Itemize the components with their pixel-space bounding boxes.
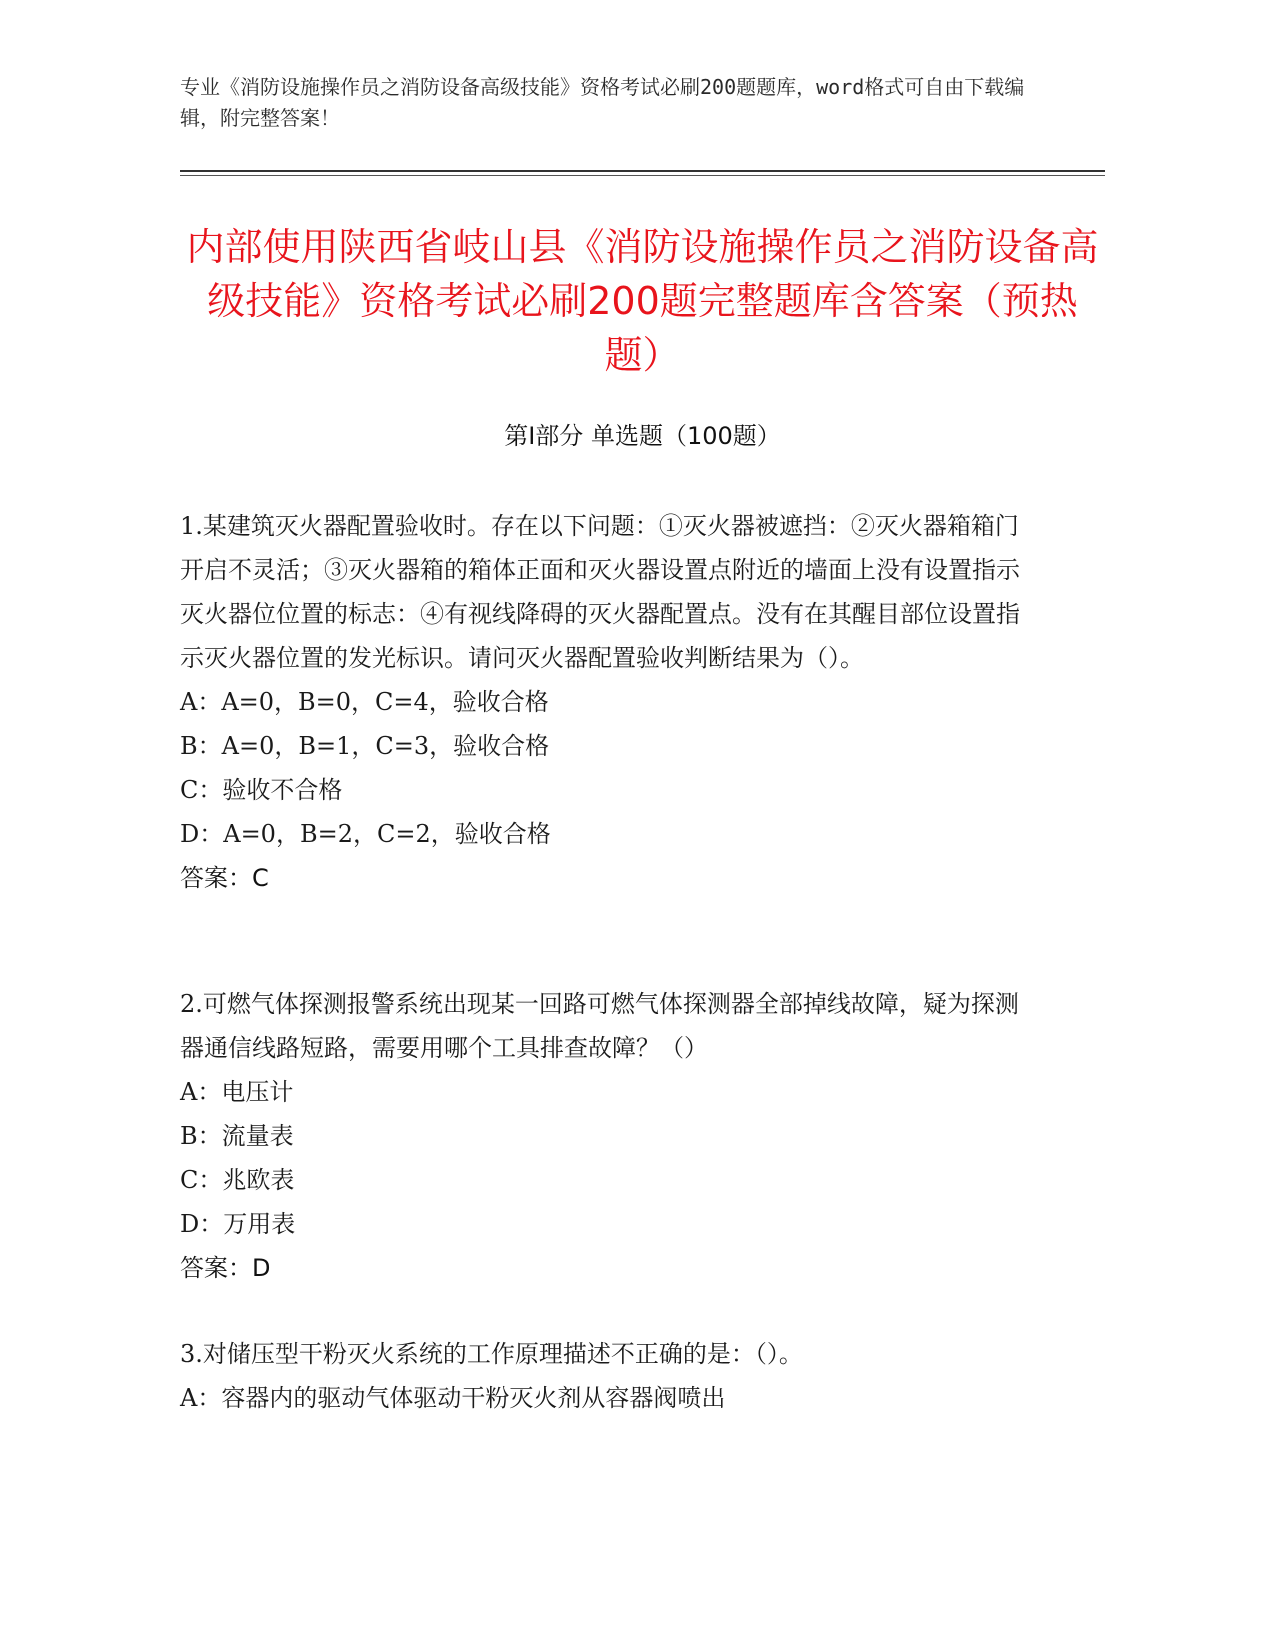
option-a: A：A=0，B=0，C=4，验收合格 [180,688,549,716]
question-stem: 2.可燃气体探测报警系统出现某一回路可燃气体探测器全部掉线故障，疑为探测器通信线路短路，需要用哪个工具排查故障？（） [180,990,1019,1062]
option-b: B：A=0，B=1，C=3，验收合格 [180,732,550,760]
option-c: C：兆欧表 [180,1166,295,1194]
option-list [180,1070,1040,1246]
option-a: A：容器内的驱动气体驱动干粉灭火剂从容器阀喷出 [180,1384,726,1412]
section-heading: 第Ⅰ部分 单选题（100题） [504,422,781,450]
intro-text: 专业《消防设施操作员之消防设备高级技能》资格考试必刷200题题库，word格式可自由下载编辑，附完整答案！ [180,75,1025,130]
option-b: B：流量表 [180,1122,294,1150]
option-d: D：A=0，B=2，C=2，验收合格 [180,820,551,848]
question-1 [180,504,1040,900]
option-list [180,1376,1040,1420]
option-list [180,680,1040,856]
question-stem: 1.某建筑灭火器配置验收时。存在以下问题：①灭火器被遮挡：②灭火器箱箱门开启不灵活；③灭火器箱的箱体正面和灭火器设置点附近的墙面上没有设置指示灭火器位位置的标志：④有视线降碍的灭火器配置点。没有在其醒目部位设置指示灭火器位置的发光标识。请问灭火器配置验收判断结果为（）。 [180,512,1020,672]
question-2 [180,982,1040,1290]
header-divider-thick [180,170,1105,172]
answer-label: 答案：C [180,864,269,892]
option-a: A：电压计 [180,1078,294,1106]
answer-label: 答案：D [180,1254,271,1282]
option-c: C：验收不合格 [180,776,343,804]
document-title: 内部使用陕西省岐山县《消防设施操作员之消防设备高级技能》资格考试必刷200题完整题库含答案（预热题） [186,225,1099,377]
question-3 [180,1332,1040,1420]
header-divider-thin [180,175,1105,176]
option-d: D：万用表 [180,1210,296,1238]
question-stem: 3.对储压型干粉灭火系统的工作原理描述不正确的是：（）。 [180,1340,803,1368]
